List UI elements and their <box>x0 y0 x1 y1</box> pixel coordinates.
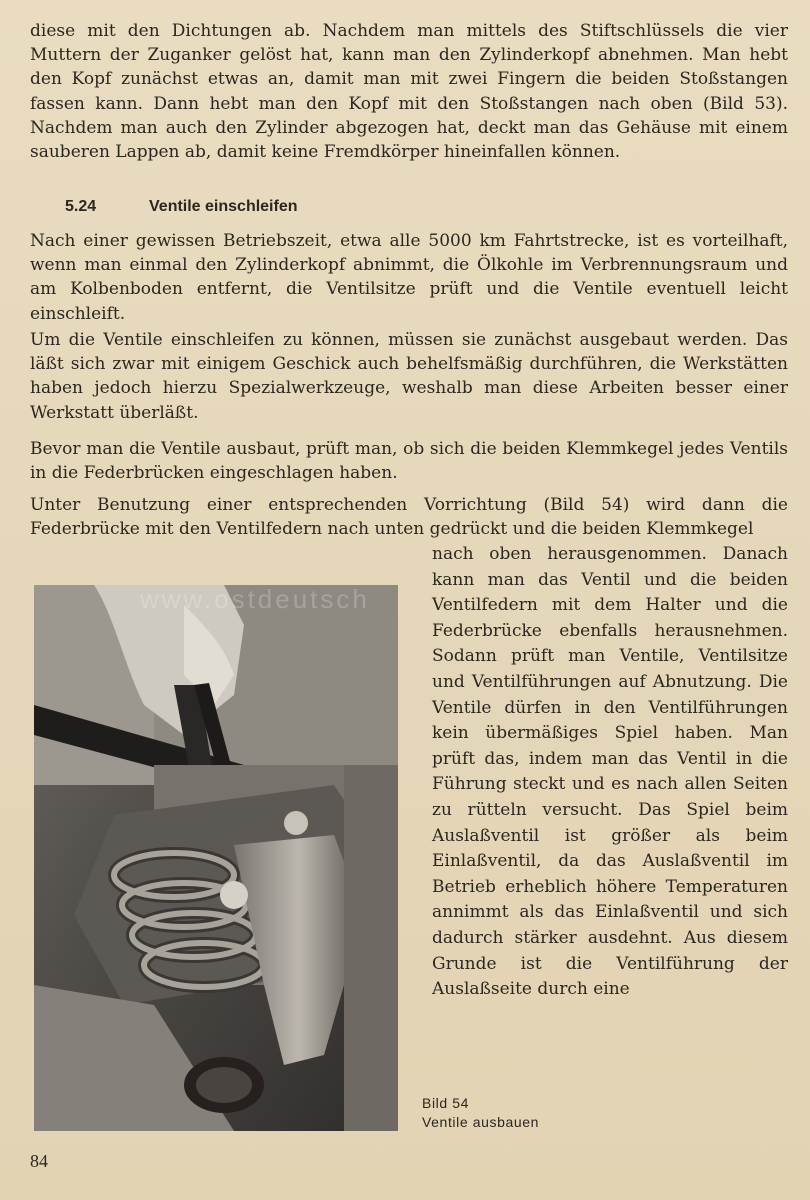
paragraph-4: Unter Benutzung einer entsprechenden Vorrichtung (Bild 54) wird dann die Federbrücke mit den Ventilfedern nach unten gedrückt und die beiden Klemmkegel <box>30 495 788 540</box>
figure-caption-text: Ventile ausbauen <box>422 1114 540 1130</box>
watermark-text: www.ostdeutsch <box>140 584 370 614</box>
top-paragraph: diese mit den Dichtungen ab. Nachdem man mittels des Stiftschlüssels die vier Muttern der Zuganker gelöst hat, kann man den Zylinderkopf abnehmen. Man hebt den Kopf zunächst etwas an, damit man mit zwei Fingern die beiden Stoßstangen fassen kann. Dann hebt man den Kopf mit den Stoßstangen nach oben (Bild 53). Nachdem man auch den Zylinder abgezogen hat, deckt man das Gehäuse mit einem sauberen Lappen ab, damit keine Fremdkörper hineinfallen können. <box>30 21 788 163</box>
figure-photo <box>34 585 398 1131</box>
section-heading <box>65 198 298 216</box>
section-number: 5.24 <box>65 198 97 215</box>
figure-caption <box>422 1094 539 1132</box>
paragraph-3: Bevor man die Ventile ausbaut, prüft man, ob sich die beiden Klemmkegel jedes Ventils in die Federbrücken eingeschlagen haben. <box>30 439 788 484</box>
section-title: Ventile einschleifen <box>149 198 298 215</box>
page-number: 84 <box>30 1151 48 1171</box>
paragraph-2: Um die Ventile einschleifen zu können, müssen sie zunächst ausgebaut werden. Das läßt sich zwar mit einigem Geschick auch behelfsmäßig durchführen, die Werkstätten haben jedoch hierzu Spezialwerkzeuge, weshalb man diese Arbeiten besser einer Werkstatt überläßt. <box>30 330 788 423</box>
figure-label: Bild 54 <box>422 1095 470 1111</box>
right-column-text: nach oben herausgenommen. Danach kann man das Ventil und die beiden Ventilfedern mit dem Halter und die Federbrücke ebenfalls herausnehmen. Sodann prüft man Ventile, Ventilsitze und Ventilführungen auf Abnutzung. Die Ventile dürfen in den Ventilführungen kein übermäßiges Spiel haben. Man prüft das, indem man das Ventil in die Führung steckt und es nach allen Seiten zu rütteln versucht. Das Spiel beim Auslaßventil ist größer als beim Einlaßventil, da das Auslaßventil im Betrieb erheblich höhere Temperaturen annimmt als das Einlaßventil und sich dadurch stärker ausdehnt. Aus diesem Grunde ist die Ventilführung der Auslaßseite durch eine <box>432 544 788 1000</box>
paragraph-1: Nach einer gewissen Betriebszeit, etwa alle 5000 km Fahrtstrecke, ist es vorteilhaft, wenn man einmal den Zylinderkopf abnimmt, die Ölkohle im Verbrennungsraum und am Kolbenboden entfernt, die Ventilsitze prüft und die Ventile eventuell leicht einschleift. <box>30 231 788 324</box>
valve-removal-photo <box>34 585 398 1131</box>
